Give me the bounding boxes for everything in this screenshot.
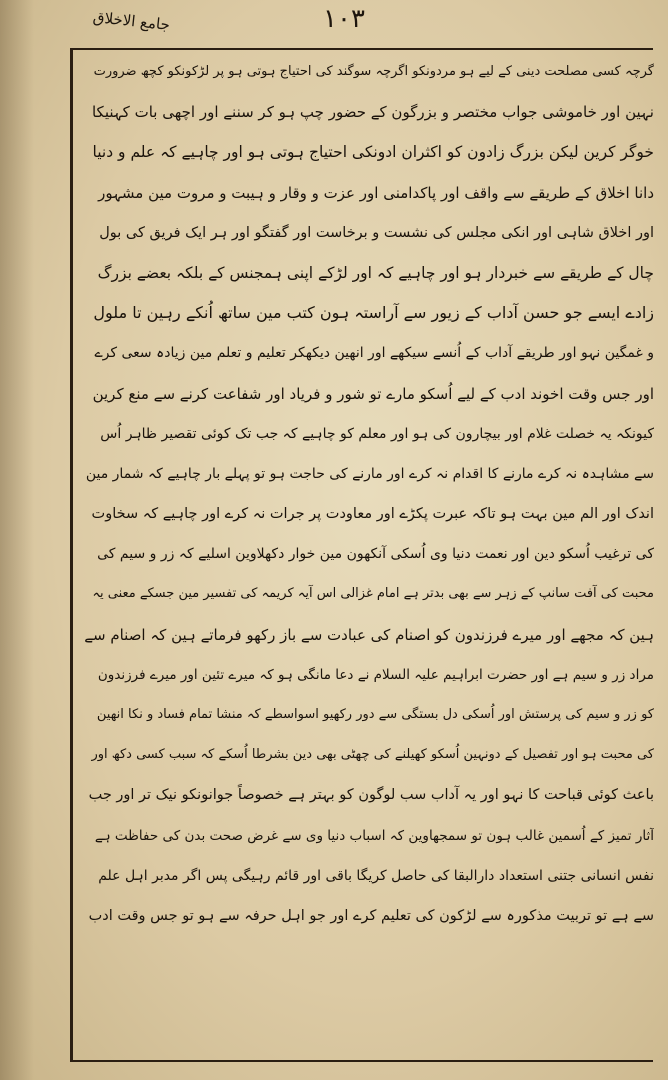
text-line: ہین کہ مجھے اور میرے فرزندون کو اصنام کی عبادت سے باز رکھو فرماتے ہین کہ اصنام سے (84, 625, 654, 644)
text-line: کو زر و سیم کی پرستش اور اُسکی دل بستگی سے دور رکھیو اسواسطے کہ منشا تمام فساد و نکا انھین (96, 707, 654, 722)
text-line: اور اخلاق شاہی اور انکی مجلس کی نشست و برخاست اور گفتگو اور ہر ایک فریق کی بول (99, 224, 654, 241)
text-line: نہین اور خاموشی جواب مختصر و بزرگون کے حضور چپ ہو کر سننے اور اچھی بات کہنیکا (91, 103, 654, 122)
page-number: ۱۰۳ (323, 4, 365, 34)
text-line: سے ہے تو تربیت مذکورہ سے لڑکون کی تعلیم کرے اور جو اہل حرفہ سے ہو تو جس وقت ادب (88, 907, 654, 924)
running-title: جامع الاخلاق (92, 8, 171, 34)
text-line: باعث کوئی قباحت کا نہو اور یہ آداب سب لوگون کو بہتر ہے خصوصاً جوانونکو نیک تر اور جب (88, 787, 654, 804)
text-line: چال کے طریقے سے خبردار ہو اور چاہیے کہ اور لڑکے اپنی ہمجنس کے بلکہ بعضے بزرگ (97, 263, 654, 282)
text-line: زادے ایسے جو حسن آداب کے زیور سے آراستہ ہون کتب مین ساتھ اُنکے رہین تا ملول (93, 303, 654, 323)
text-line: اندک اور الم مین بہت ہو تاکہ عبرت پکڑے اور معاودت پر جرات نہ کرے اور چاہیے کہ سخاوت (91, 506, 654, 523)
text-body (82, 52, 654, 936)
text-line: کی ترغیب اُسکو دین اور نعمت دنیا وی اُسکی آنکھون مین خوار دکھلاوین اسلیے کہ زر و سیم کی (97, 546, 654, 563)
text-line: سے مشاہدہ نہ کرے مارنے کا اقدام نہ کرے اور مارنے کی حاجت ہو تو پہلے بار چاہیے کہ شمار مین (85, 465, 654, 482)
text-line: آثار تمیز کے اُسمین غالب ہون تو سمجھاوین کہ اسباب دنیا وی سے غرض صحت بدن کی حفاظت ہے (94, 827, 654, 844)
text-line: نفس انسانی جتنی استعداد دارالبقا کی حاصل کریگا باقی اور قائم رہیگی پس اگر مدبر اہل علم (98, 867, 654, 884)
text-line: دانا اخلاق کے طریقے سے واقف اور پاکدامنی اور عزت و وقار و ہیبت و مروت مین مشہور (98, 183, 654, 202)
text-line: کی محبت ہو اور تفصیل کے دونہین اُسکو کھیلنے کی چھٹی بھی دین بشرطا اُسکے کہ سبب کسی دکھ اور (91, 747, 654, 763)
text-line: اور جس وقت اخوند ادب کے لیے اُسکو مارے تو شور و فریاد اور شفاعت کرنے سے منع کرین (92, 384, 654, 403)
text-line: گرچہ کسی مصلحت دینی کے لیے ہو مردونکو اگرچہ سوگند کی احتیاج ہوتی ہو پر لڑکونکو کچھ ضرورت (93, 64, 654, 79)
page-header (60, 4, 628, 44)
text-line: مراد زر و سیم ہے اور حضرت ابراہیم علیہ السلام نے دعا مانگی ہو کہ میرے تئین اور میرے فرزندون (97, 666, 654, 683)
text-line: خوگر کرین لیکن بزرگ زادون کو اکثران ادونکی احتیاج ہوتی ہو اور چاہیے کہ علم و دنیا (92, 143, 654, 162)
text-line: و غمگین نہو اور طریقے آداب کے اُنسے سیکھے اور انھین دیکھکر تعلیم و تعلم مین زیادہ سعی کرے (94, 345, 654, 362)
page-spine-shadow (0, 0, 34, 1080)
text-line: کیونکہ یہ خصلت غلام اور بیچارون کی ہو اور معلم کو چاہیے کہ جب تک کوئی تقصیر ظاہر اُس (100, 425, 654, 442)
text-line: محبت کی آفت سانپ کے زہر سے بھی بدتر ہے امام غزالی اس آیہ کریمہ کی تفسیر مین جسکے معنی یہ (92, 586, 654, 602)
